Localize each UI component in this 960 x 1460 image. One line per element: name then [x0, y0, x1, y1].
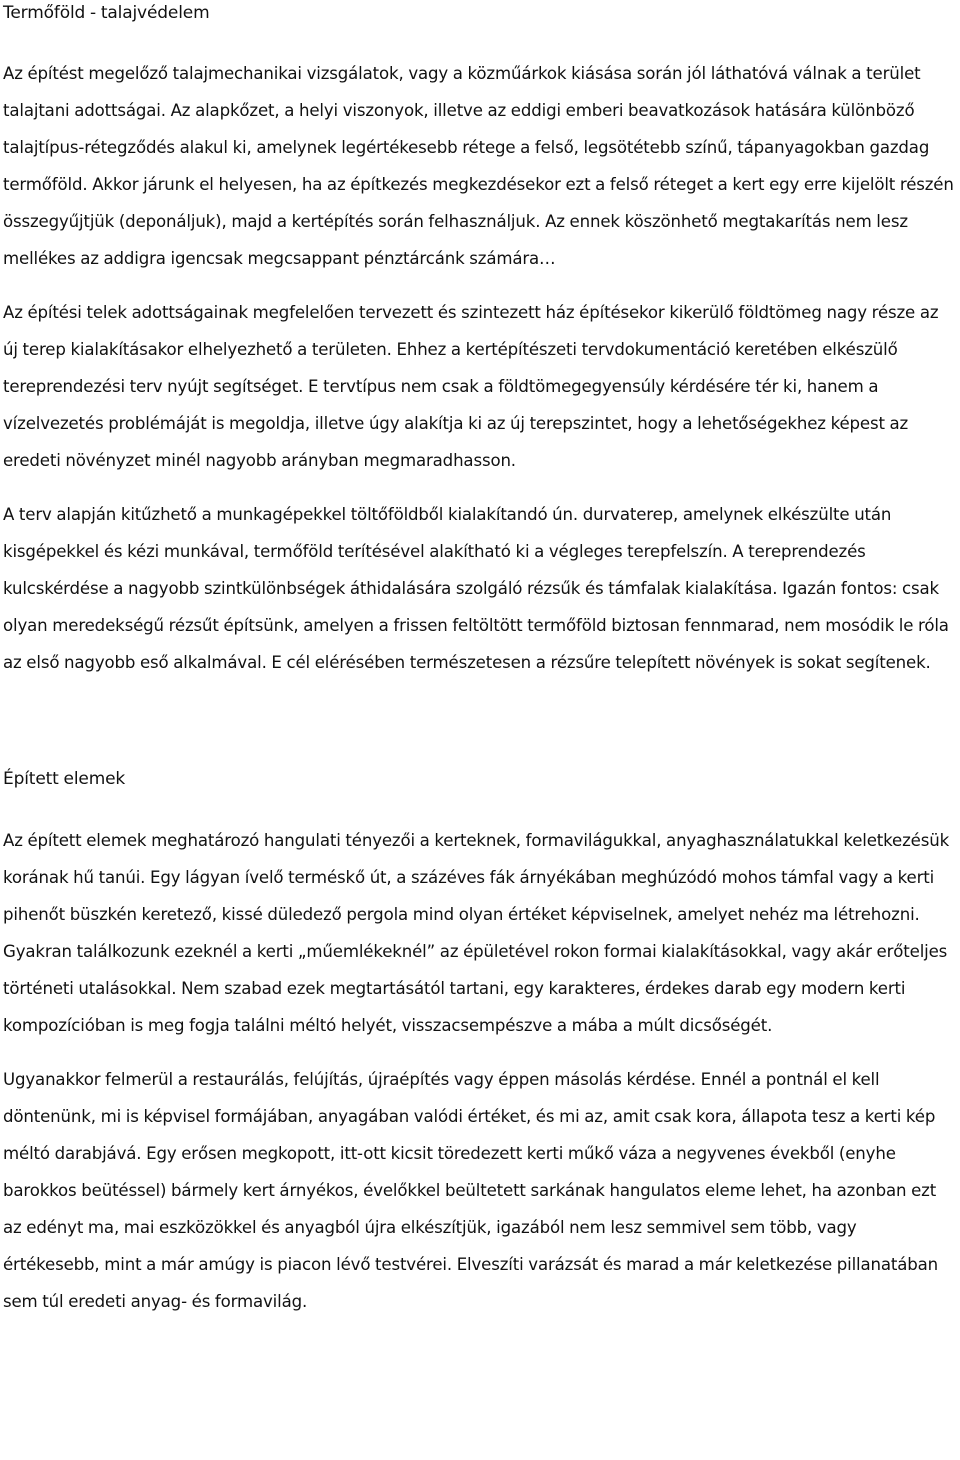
- section-title-epitett-elemek: Épített elemek: [3, 769, 126, 789]
- paragraph-talajmechanika: Az építést megelőző talajmechanikai vizsgálatok, vagy a közműárkok kiásása során jól láthatóvá válnak a terület talajtani adottságai. Az alapkőzet, a helyi viszonyok, illetve az eddigi emberi beavatkozások hatására különböző talajtípus-rétegződés alakul ki, amelynek legértékesebb rétege a felső, legsötétebb színű, tápanyagokban gazdag termőföld. Akkor járunk el helyesen, ha az építkezés megkezdésekor ezt a felső réteget a kert egy erre kijelölt részén összegyűjtjük (deponáljuk), majd a kertépítés során felhasználjuk. Az ennek köszönhető megtakarítás nem lesz mellékes az addigra igencsak megcsappant pénztárcánk számára…: [3, 64, 954, 268]
- paragraph-epitett-elemek: Az épített elemek meghatározó hangulati tényezői a kerteknek, formavilágukkal, anyaghasználatukkal keletkezésük korának hű tanúi. Egy lágyan ívelő terméskő út, a százéves fák árnyékában meghúzódó mohos támfal vagy a kerti pihenőt büszkén keretező, kissé düledező pergola mind olyan értéket képviselnek, amelyet nehéz ma létrehozni. Gyakran találkozunk ezeknél a kerti „műemlékeknél” az épületével rokon formai kialakításokkal, vagy akár erőteljes történeti utalásokkal. Nem szabad ezek megtartásától tartani, egy karakteres, érdekes darab egy modern kerti kompozícióban is meg fogja találni méltó helyét, visszacsempészve a mába a múlt dicsőségét.: [3, 831, 950, 1035]
- paragraph-restauralas: Ugyanakkor felmerül a restaurálás, felújítás, újraépítés vagy éppen másolás kérdése. Ennél a pontnál el kell döntenünk, mi is képvisel formájában, anyagában valódi értéket, és mi az, amit csak kora, állapota tesz a kerti kép méltó darabjává. Egy erősen megkopott, itt-ott kicsit töredezett kerti műkő váza a negyvenes évekből (enyhe barokkos beütéssel) bármely kert árnyékos, évelőkkel beültetett sarkának hangulatos eleme lehet, ha azonban ezt az edényt ma, mai eszközökkel és anyagból újra elkészítjük, igazából nem lesz semmivel sem több, vagy értékesebb, mint a már amúgy is piacon lévő testvérei. Elveszíti varázsát és marad a már keletkezése pillanatában sem túl eredeti anyag- és formavilág.: [3, 1070, 939, 1311]
- paragraph-tereprendezes: Az építési telek adottságainak megfelelően tervezett és szintezett ház építésekor kikerülő földtömeg nagy része az új terep kialakításakor elhelyezhető a területen. Ehhez a kertépítészeti tervdokumentáció keretében elkészülő tereprendezési terv nyújt segítséget. E tervtípus nem csak a földtömegegyensúly kérdésére tér ki, hanem a vízelvezetés problémáját is megoldja, illetve úgy alakítja ki az új terepszintet, hogy a lehetőségekhez képest az eredeti növényzet minél nagyobb arányban megmaradhasson.: [3, 303, 939, 470]
- paragraph-durvaterep: A terv alapján kitűzhető a munkagépekkel töltőföldből kialakítandó ún. durvaterep, amelynek elkészülte után kisgépekkel és kézi munkával, termőföld terítésével alakítható ki a végleges terepfelszín. A tereprendezés kulcskérdése a nagyobb szintkülönbségek áthidalására szolgáló rézsűk és támfalak kialakítása. Igazán fontos: csak olyan meredekségű rézsűt építsünk, amelyen a frissen feltöltött termőföld biztosan fennmarad, nem mosódik le róla az első nagyobb eső alkalmával. E cél elérésében természetesen a rézsűre telepített növények is sokat segítenek.: [3, 505, 949, 672]
- section-title-termofold: Termőföld - talajvédelem: [3, 3, 210, 23]
